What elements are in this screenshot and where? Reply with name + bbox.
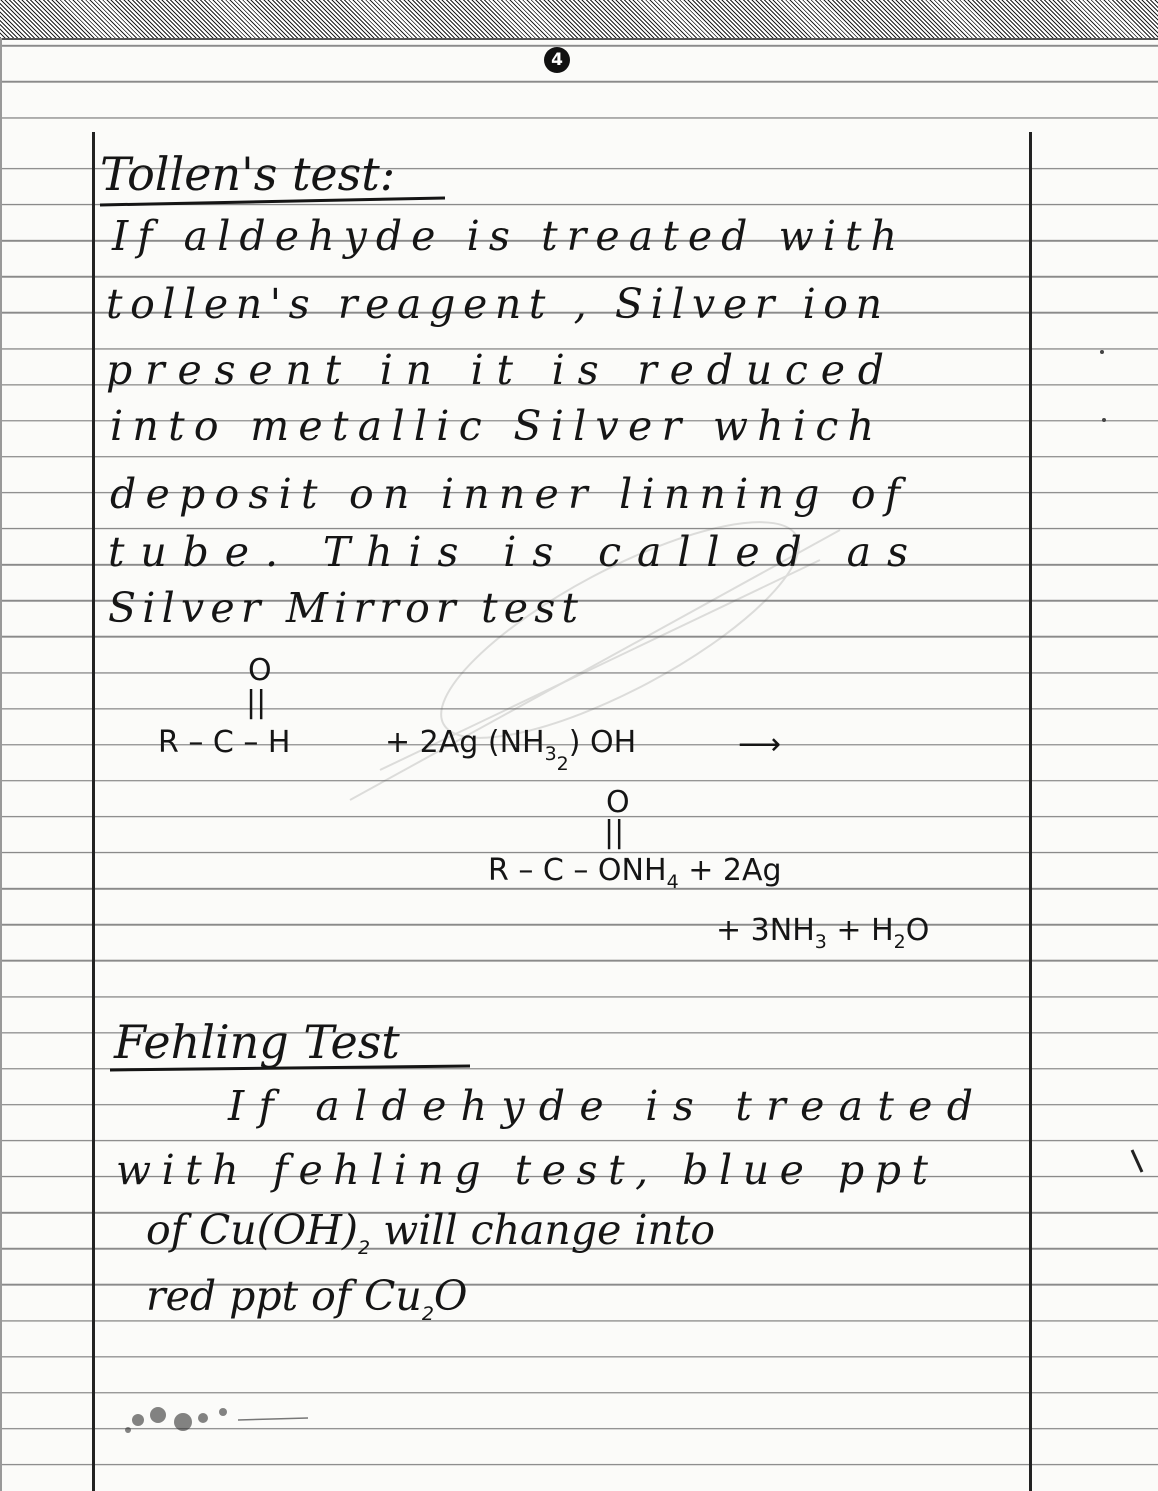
product-sub-4: 4 bbox=[666, 871, 679, 893]
right-margin-line bbox=[1029, 132, 1032, 1491]
tollens-line-1: If aldehyde is treated with bbox=[112, 212, 897, 260]
scan-top-band bbox=[0, 0, 1158, 38]
tollens-heading-underline bbox=[100, 198, 445, 205]
product-end: O bbox=[905, 913, 930, 948]
fehling-heading: Fehling Test bbox=[114, 1015, 400, 1069]
fehling-line-3 bbox=[146, 1206, 715, 1259]
product-line-2 bbox=[716, 913, 929, 953]
reagent-tail: ) OH bbox=[568, 725, 637, 760]
tollens-line-2: tollen's reagent , Silver ion bbox=[106, 280, 882, 328]
page-number: 4 bbox=[544, 47, 570, 73]
product-double-bond: || bbox=[604, 815, 625, 850]
tollens-reagent bbox=[385, 725, 636, 775]
product-line-1 bbox=[488, 853, 782, 893]
fehling-heading-underline bbox=[110, 1066, 470, 1070]
margin-mark bbox=[1132, 1150, 1142, 1172]
product-sub-h2: 2 bbox=[893, 931, 906, 953]
aldehyde-formula: R – C – H bbox=[158, 725, 291, 760]
fehling-sub-oh2: 2 bbox=[358, 1237, 371, 1259]
watermark-stamp bbox=[320, 470, 880, 830]
tollens-line-5: deposit on inner linning of bbox=[110, 470, 901, 518]
tollens-line-3: present in it is reduced bbox=[106, 346, 884, 394]
page-left-edge bbox=[0, 38, 2, 1491]
ink-smudge bbox=[108, 1390, 328, 1450]
tollens-line-4: into metallic Silver which bbox=[110, 402, 874, 450]
product-sub-nh3: 3 bbox=[814, 931, 827, 953]
fehling-line-2: with fehling test, blue ppt bbox=[116, 1146, 928, 1194]
product-tail-1: + 2Ag bbox=[678, 853, 782, 888]
fehling-line-3-main: of Cu(OH) bbox=[146, 1206, 359, 1254]
fehling-line-4 bbox=[146, 1272, 468, 1325]
fehling-sub-cu2: 2 bbox=[421, 1303, 434, 1325]
carbonyl-double-bond: || bbox=[246, 685, 267, 720]
margin-dot bbox=[1102, 418, 1106, 422]
product-main-2: + 3NH bbox=[716, 913, 815, 948]
carbonyl-oxygen: O bbox=[248, 653, 272, 688]
product-tail-2: + H bbox=[826, 913, 894, 948]
fehling-line-4-tail: O bbox=[433, 1272, 468, 1320]
reagent-sub-2: 2 bbox=[556, 753, 569, 775]
tollens-line-7: Silver Mirror test bbox=[108, 584, 578, 632]
reagent-main: + 2Ag (NH bbox=[385, 725, 545, 760]
fehling-line-4-main: red ppt of Cu bbox=[146, 1272, 422, 1320]
left-margin-line bbox=[92, 132, 95, 1491]
product-main-1: R – C – ONH bbox=[488, 853, 667, 888]
tollens-line-6: tube. This is called as bbox=[108, 528, 908, 576]
fehling-line-1: If aldehyde is treated bbox=[228, 1082, 974, 1130]
reaction-arrow: ⟶ bbox=[738, 727, 782, 762]
tollens-heading: Tollen's test: bbox=[100, 147, 396, 201]
reagent-sub-3: 3 bbox=[544, 743, 557, 765]
product-carbonyl-oxygen: O bbox=[606, 785, 630, 820]
margin-dot bbox=[1100, 350, 1104, 354]
page-top-edge bbox=[0, 38, 1158, 40]
fehling-line-3-tail: will change into bbox=[370, 1206, 716, 1254]
